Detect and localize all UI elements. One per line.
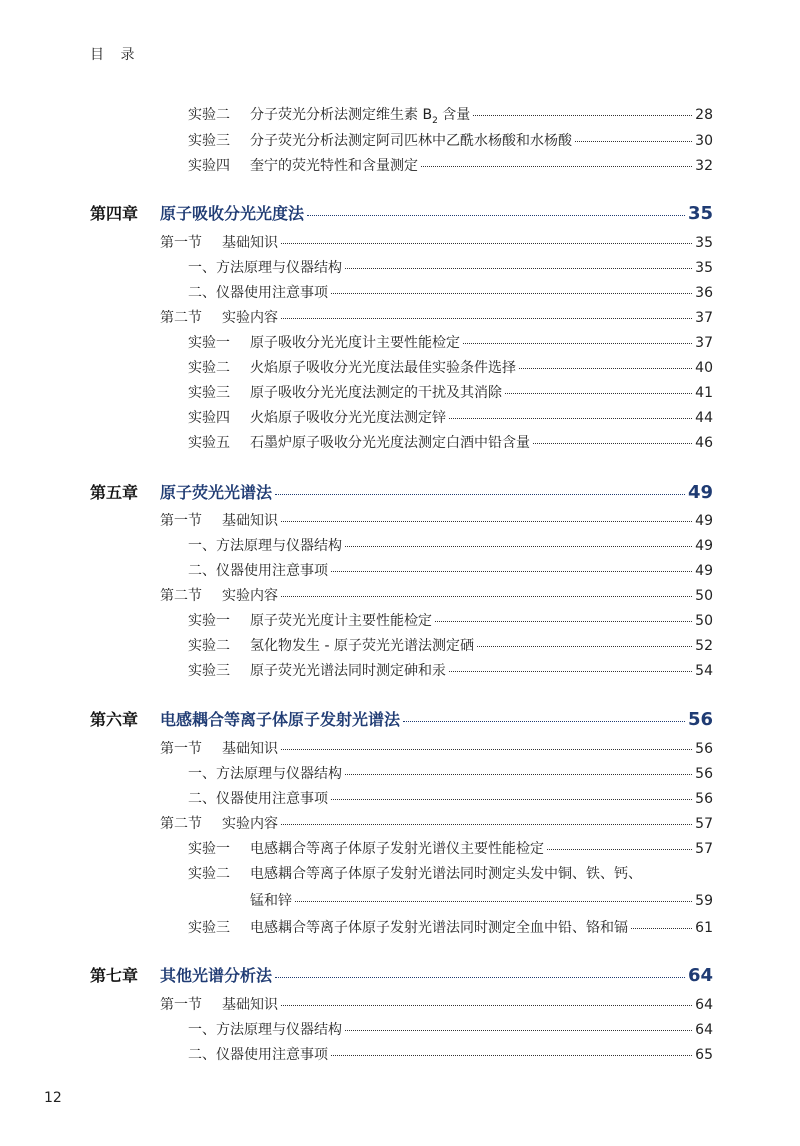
toc-leader-dots	[403, 720, 685, 722]
toc-entry-label	[160, 512, 278, 530]
toc-entry-label	[188, 637, 474, 655]
toc-leader-dots	[281, 242, 692, 244]
toc-entry-kind: 实验五	[188, 435, 230, 451]
toc-leader-dots	[307, 214, 685, 216]
toc-leader-dots	[449, 417, 692, 419]
toc-entry-item	[188, 562, 713, 580]
toc-entry-kind: 实验四	[188, 410, 230, 426]
toc-entry-label	[90, 967, 272, 985]
toc-entry-page: 52	[695, 638, 713, 654]
toc-entry-title: 电感耦合等离子体原子发射光谱法	[160, 710, 401, 729]
toc-entry-label	[188, 359, 516, 377]
toc-entry-exp	[188, 612, 713, 630]
toc-entry-page: 54	[695, 663, 713, 679]
toc-entry-label	[188, 866, 642, 882]
toc-entry-kind: 实验二	[188, 866, 230, 882]
toc-entry-label	[188, 765, 342, 783]
toc-entry-label	[188, 409, 446, 427]
toc-entry-title: 实验内容	[222, 588, 278, 604]
toc-entry-page: 61	[695, 920, 713, 936]
toc-leader-dots	[281, 748, 692, 750]
toc-entry-page: 28	[695, 107, 713, 123]
toc-entry-exp	[188, 384, 713, 402]
toc-entry-title: 电感耦合等离子体原子发射光谱法同时测定头发中铜、铁、钙、	[250, 866, 642, 882]
toc-entry-cont	[188, 865, 713, 883]
toc-entry-exp	[188, 434, 713, 452]
toc-entry-exp	[188, 409, 713, 427]
toc-entry-kind: 实验三	[188, 663, 230, 679]
toc-entry-kind: 第四章	[90, 204, 139, 223]
toc-leader-dots	[331, 798, 692, 800]
toc-entry-item	[188, 259, 713, 277]
toc-leader-dots	[547, 848, 692, 850]
toc-leader-dots	[281, 520, 692, 522]
toc-entry-label	[188, 840, 544, 858]
toc-entry-page: 65	[695, 1047, 713, 1063]
toc-entry-page: 57	[695, 841, 713, 857]
toc-leader-dots	[477, 645, 692, 647]
toc-entry-page: 64	[695, 1022, 713, 1038]
toc-entry-item	[188, 765, 713, 783]
toc-entry-title: 原子荧光光度计主要性能检定	[250, 613, 432, 629]
toc-entry-label	[188, 537, 342, 555]
toc-entry-page: 36	[695, 285, 713, 301]
toc-leader-dots	[281, 317, 692, 319]
toc-entry-exp	[188, 637, 713, 655]
toc-entry-page: 37	[695, 310, 713, 326]
toc-entry-page: 44	[695, 410, 713, 426]
toc-entry-chapter	[90, 711, 713, 729]
toc-entry-title: 原子荧光光谱法	[160, 483, 273, 502]
toc-entry-title: 实验内容	[222, 816, 278, 832]
toc-entry-page: 50	[695, 613, 713, 629]
toc-entry-label	[160, 587, 278, 605]
toc-entry-section	[160, 740, 713, 758]
toc-entry-exp	[188, 106, 713, 130]
toc-entry-exp	[188, 359, 713, 377]
toc-entry-page: 56	[695, 741, 713, 757]
toc-entry-title: 原子荧光光谱法同时测定砷和汞	[250, 663, 446, 679]
toc-entry-chapter	[90, 967, 713, 985]
toc-entry-label	[188, 259, 342, 277]
toc-leader-dots	[435, 620, 692, 622]
toc-entry-label	[188, 106, 470, 130]
toc-entry-page: 32	[695, 158, 713, 174]
toc-entry-title: 分子荧光分析法测定阿司匹林中乙酰水杨酸和水杨酸	[250, 133, 572, 149]
toc-leader-dots	[575, 140, 692, 142]
toc-entry-label	[188, 919, 628, 937]
toc-entry-page: 64	[687, 965, 713, 986]
toc-entry-label	[188, 562, 328, 580]
toc-entry-page: 49	[687, 482, 713, 503]
toc-entry-label	[90, 711, 400, 729]
toc-entry-title: 二、仪器使用注意事项	[188, 285, 328, 301]
toc-entry-item	[188, 1046, 713, 1064]
toc-leader-dots	[473, 114, 692, 116]
toc-entry-section	[160, 996, 713, 1014]
toc-entry-kind: 第六章	[90, 710, 139, 729]
toc-leader-dots	[295, 900, 692, 902]
toc-entry-label	[160, 996, 278, 1014]
toc-entry-item	[188, 790, 713, 808]
toc-entry-section	[160, 815, 713, 833]
toc-entry-title: 基础知识	[222, 741, 278, 757]
toc-entry-section	[160, 309, 713, 327]
toc-entry-kind: 实验三	[188, 920, 230, 936]
toc-entry-title: 电感耦合等离子体原子发射光谱法同时测定全血中铅、铬和镉	[250, 920, 628, 936]
toc-entry-label	[90, 205, 304, 223]
toc-entry-title: 原子吸收分光光度法测定的干扰及其消除	[250, 385, 502, 401]
toc-entry-page: 46	[695, 435, 713, 451]
toc-entry-exp	[188, 662, 713, 680]
toc-entry-title: 火焰原子吸收分光光度法测定锌	[250, 410, 446, 426]
toc-entry-kind: 实验三	[188, 385, 230, 401]
toc-entry-title: 奎宁的荧光特性和含量测定	[250, 158, 418, 174]
toc-leader-dots	[331, 1054, 692, 1056]
toc-entry-title: 其他光谱分析法	[160, 966, 273, 985]
toc-entry-label	[90, 484, 272, 502]
toc-entry-kind: 实验二	[188, 107, 230, 123]
toc-entry-label	[160, 740, 278, 758]
toc-entry-page: 35	[695, 235, 713, 251]
toc-entry-label	[160, 815, 278, 833]
toc-leader-dots	[449, 670, 692, 672]
toc-entry-exp	[188, 132, 713, 150]
toc-leader-dots	[345, 545, 692, 547]
toc-entry-title: 一、方法原理与仪器结构	[188, 766, 342, 782]
toc-entry-item	[188, 1021, 713, 1039]
toc-entry-item	[250, 892, 713, 910]
toc-entry-kind: 实验三	[188, 133, 230, 149]
toc-entry-label	[188, 1021, 342, 1039]
toc-entry-kind: 实验二	[188, 360, 230, 376]
toc-entry-page: 49	[695, 513, 713, 529]
toc-entry-title: 二、仪器使用注意事项	[188, 1047, 328, 1063]
toc-entry-page: 50	[695, 588, 713, 604]
toc-entry-title: 一、方法原理与仪器结构	[188, 538, 342, 554]
toc-entry-exp	[188, 334, 713, 352]
toc-leader-dots	[345, 773, 692, 775]
toc-entry-label	[188, 434, 530, 452]
toc-entry-page: 56	[695, 766, 713, 782]
toc-entry-label	[188, 284, 328, 302]
toc-entry-title: 火焰原子吸收分光光度法最佳实验条件选择	[250, 360, 516, 376]
toc-entry-kind: 第一节	[160, 997, 202, 1013]
toc-entry-title-suffix: 含量	[437, 107, 471, 123]
toc-entry-item	[188, 284, 713, 302]
toc-entry-label	[188, 612, 432, 630]
toc-leader-dots	[331, 570, 692, 572]
toc-entry-page: 56	[695, 791, 713, 807]
toc-entry-title: 二、仪器使用注意事项	[188, 791, 328, 807]
toc-entry-chapter	[90, 205, 713, 223]
toc-entry-label	[188, 157, 418, 175]
toc-entry-page: 37	[695, 335, 713, 351]
toc-entry-section	[160, 234, 713, 252]
toc-entry-label	[160, 234, 278, 252]
toc-entry-title: 原子吸收分光光度法	[160, 204, 305, 223]
toc-entry-label	[188, 1046, 328, 1064]
toc-entry-title: 一、方法原理与仪器结构	[188, 1022, 342, 1038]
toc-entry-page: 41	[695, 385, 713, 401]
toc-entry-kind: 第二节	[160, 816, 202, 832]
toc-entry-kind: 第一节	[160, 741, 202, 757]
toc-entry-label	[188, 132, 572, 150]
toc-leader-dots	[281, 595, 692, 597]
toc-entry-label	[250, 892, 292, 910]
toc-leader-dots	[533, 442, 692, 444]
toc-leader-dots	[275, 976, 685, 978]
toc-leader-dots	[281, 1004, 692, 1006]
toc-entry-exp	[188, 840, 713, 858]
toc-entry-title: 氢化物发生 - 原子荧光光谱法测定硒	[250, 638, 474, 654]
toc-entry-kind: 实验一	[188, 841, 230, 857]
toc-entry-chapter	[90, 484, 713, 502]
toc-leader-dots	[345, 1029, 692, 1031]
page-number: 12	[44, 1090, 62, 1106]
toc-entry-kind: 第二节	[160, 588, 202, 604]
toc-entry-title: 二、仪器使用注意事项	[188, 563, 328, 579]
toc-entry-label	[188, 384, 502, 402]
toc-entry-title: 基础知识	[222, 235, 278, 251]
page-header: 目 录	[90, 47, 141, 63]
toc-entry-page: 30	[695, 133, 713, 149]
toc-entry-page: 35	[687, 203, 713, 224]
toc-entry-page: 49	[695, 538, 713, 554]
toc-entry-title: 锰和锌	[250, 893, 292, 909]
toc-entry-title: 基础知识	[222, 997, 278, 1013]
toc-leader-dots	[505, 392, 692, 394]
toc-entry-kind: 第五章	[90, 483, 139, 502]
toc-entry-kind: 第一节	[160, 235, 202, 251]
toc-leader-dots	[631, 927, 692, 929]
toc-entry-page: 64	[695, 997, 713, 1013]
toc-entry-title: 实验内容	[222, 310, 278, 326]
toc-entry-subscript: 2	[432, 115, 438, 126]
toc-entry-section	[160, 512, 713, 530]
toc-entry-exp	[188, 157, 713, 175]
toc-entry-page: 35	[695, 260, 713, 276]
toc-entry-title: 原子吸收分光光度计主要性能检定	[250, 335, 460, 351]
toc-entry-label	[188, 662, 446, 680]
toc-entry-page: 49	[695, 563, 713, 579]
toc-entry-item	[188, 537, 713, 555]
toc-entry-page: 57	[695, 816, 713, 832]
toc-entry-title: 电感耦合等离子体原子发射光谱仪主要性能检定	[250, 841, 544, 857]
toc-entry-label	[160, 309, 278, 327]
toc-entry-title: 一、方法原理与仪器结构	[188, 260, 342, 276]
toc-entry-page: 56	[687, 709, 713, 730]
toc-entry-label	[188, 334, 460, 352]
toc-entry-title: 基础知识	[222, 513, 278, 529]
toc-leader-dots	[275, 493, 685, 495]
toc-entry-exp	[188, 919, 713, 937]
toc-entry-kind: 实验一	[188, 613, 230, 629]
toc-entry-page: 59	[695, 893, 713, 909]
toc-entry-kind: 实验二	[188, 638, 230, 654]
toc-entry-title: 分子荧光分析法测定维生素 B	[250, 107, 433, 123]
toc-entry-label	[188, 790, 328, 808]
toc-entry-kind: 第七章	[90, 966, 139, 985]
toc-leader-dots	[421, 165, 692, 167]
toc-entry-kind: 第一节	[160, 513, 202, 529]
toc-leader-dots	[345, 267, 692, 269]
toc-leader-dots	[519, 367, 692, 369]
toc-entry-page: 40	[695, 360, 713, 376]
toc-entry-section	[160, 587, 713, 605]
toc-entry-kind: 第二节	[160, 310, 202, 326]
toc-entry-title: 石墨炉原子吸收分光光度法测定白酒中铅含量	[250, 435, 530, 451]
toc-leader-dots	[463, 342, 692, 344]
toc-entry-kind: 实验四	[188, 158, 230, 174]
toc-leader-dots	[281, 823, 692, 825]
toc-entry-kind: 实验一	[188, 335, 230, 351]
toc-leader-dots	[331, 292, 692, 294]
